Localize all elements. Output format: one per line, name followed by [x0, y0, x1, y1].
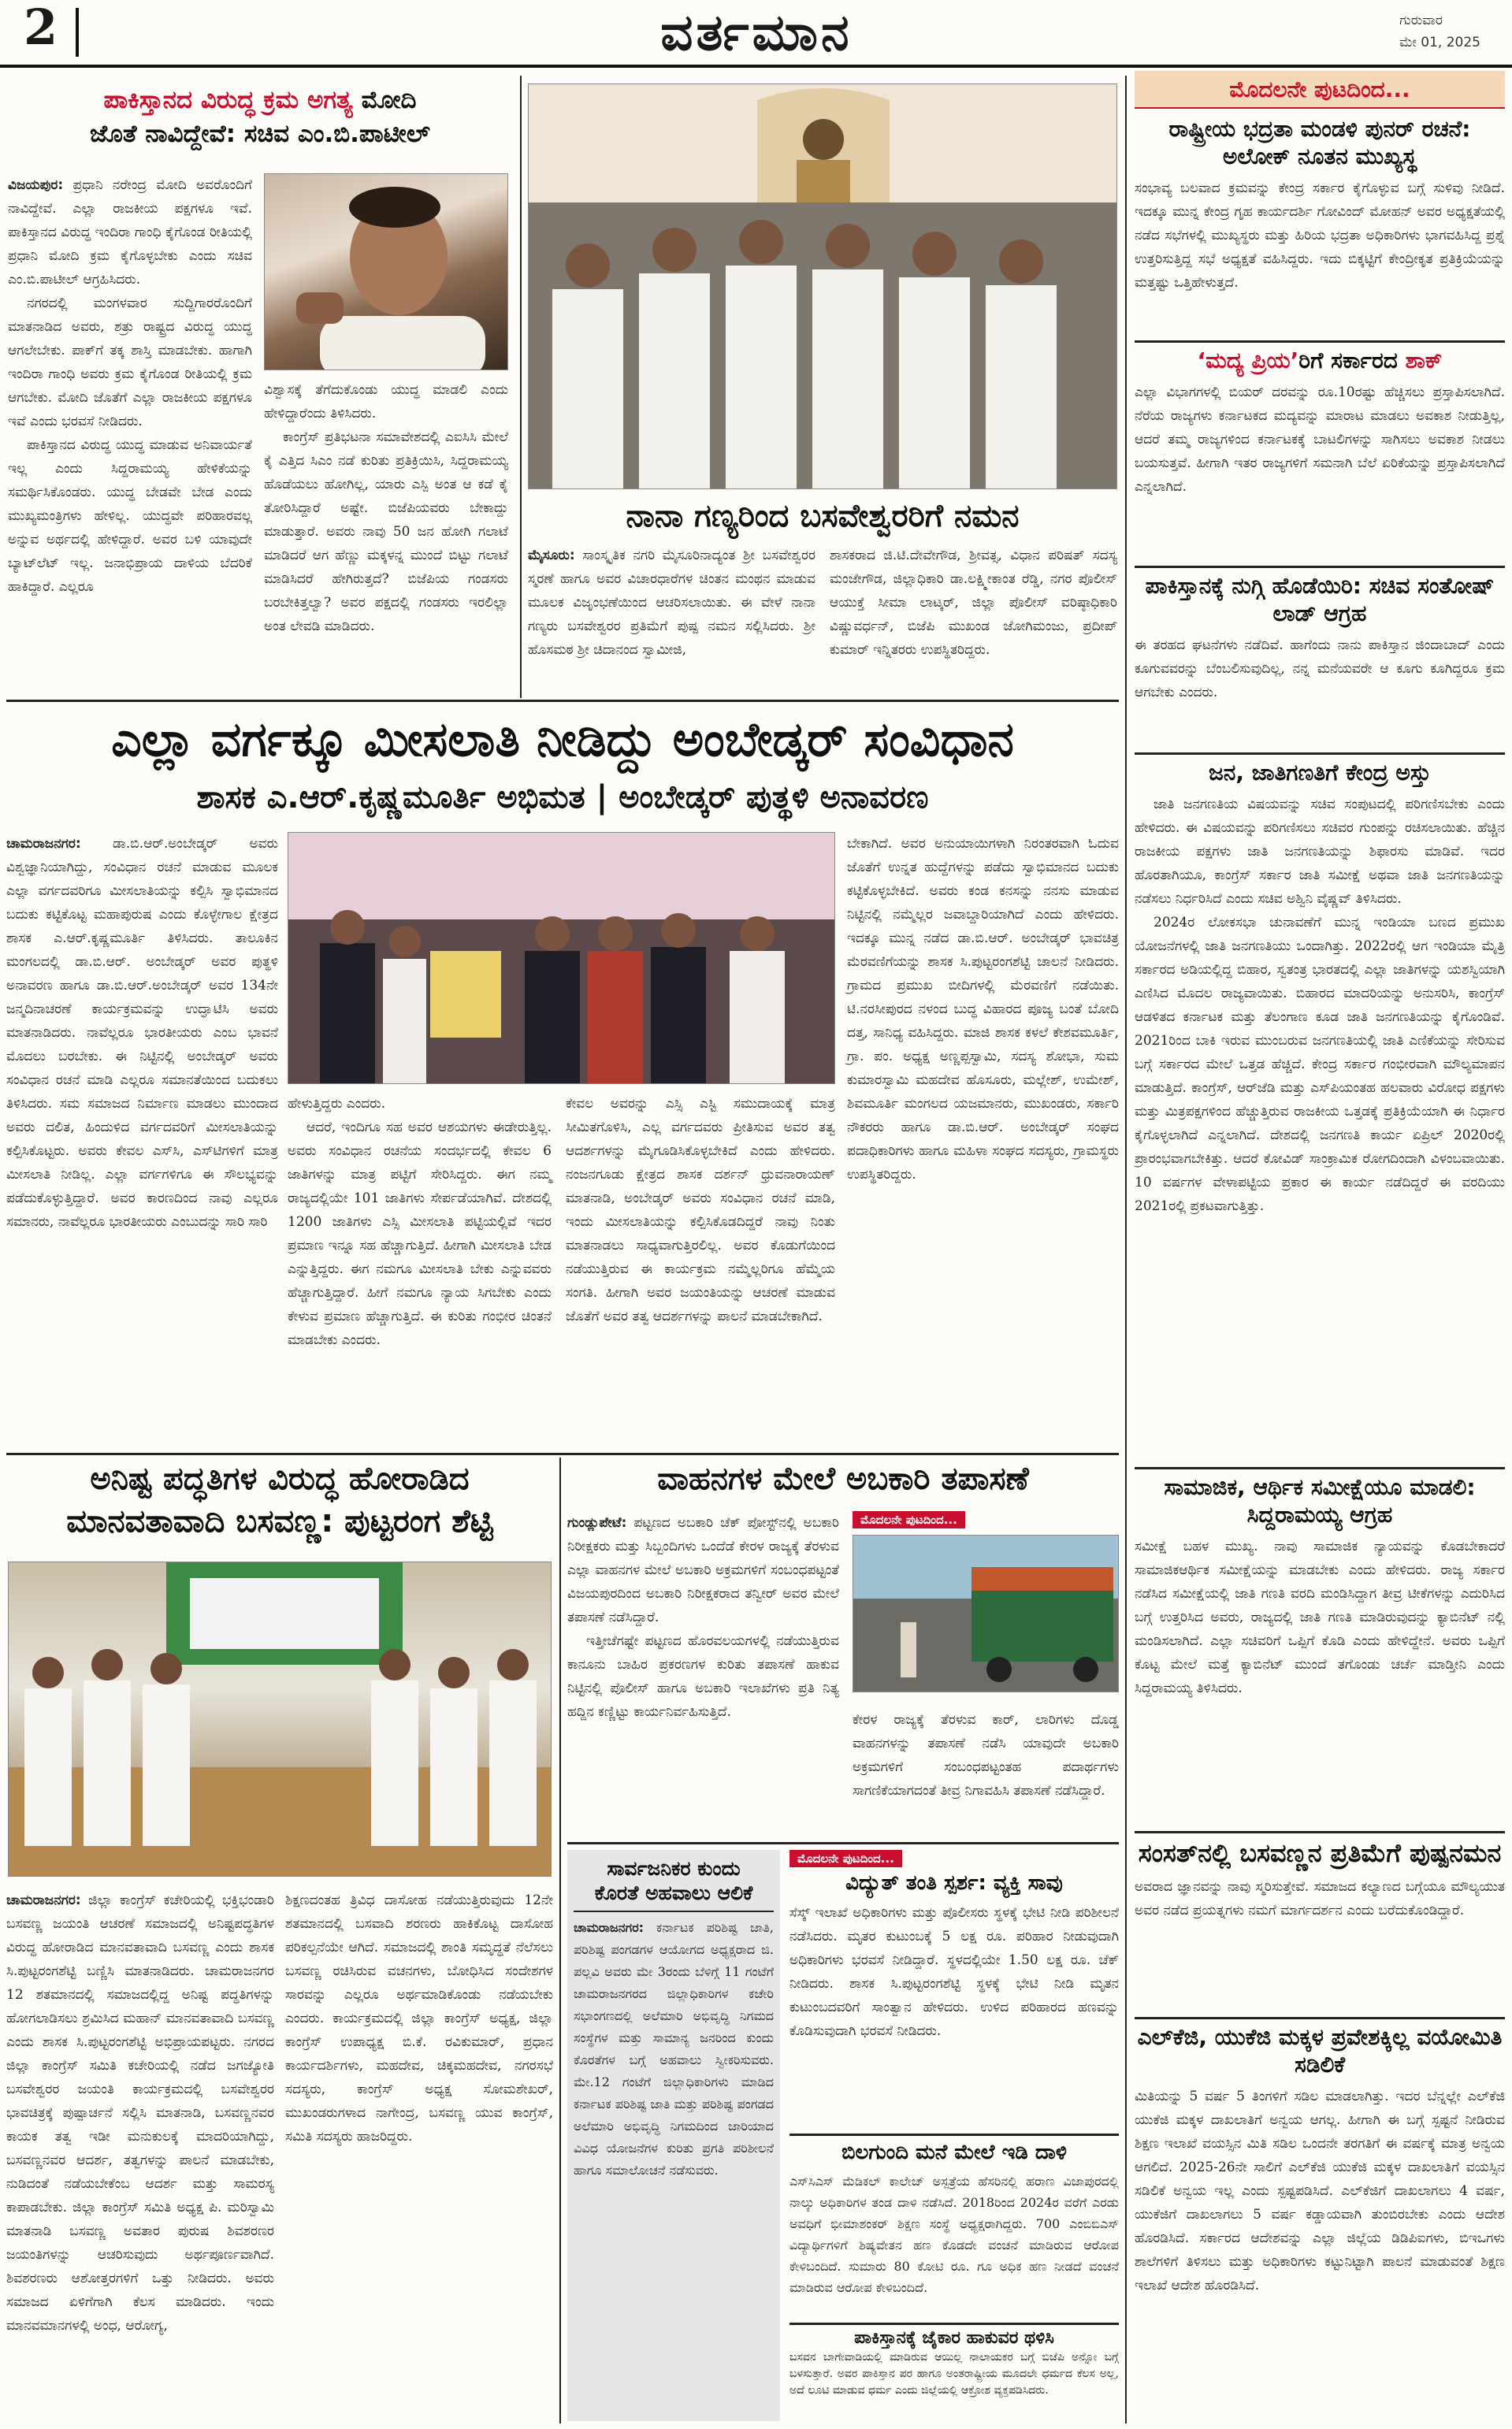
story-column [6, 1889, 274, 2338]
story-column [567, 1511, 839, 1724]
basaveshwara-event-photo [528, 84, 1117, 489]
story-divider [1135, 566, 1505, 568]
story-public-grievance [567, 1850, 780, 2421]
story-column [830, 544, 1117, 662]
story-headline [8, 79, 512, 116]
story-siddaramaiah [1135, 1473, 1505, 1700]
column-rule [520, 76, 522, 698]
story-paragraph: ಕಾಂಗ್ರೆಸ್ ಪ್ರತಿಭಟನಾ ಸಮಾವೇಶದಲ್ಲಿ ಎಐಸಿಸಿ ಮೇಲೆ ಕೈ ಎತ್ತಿದ ಸಿಎಂ ನಡೆ ಕುರಿತು ಪ್ರತಿಕ್ರಿಯಿಸಿ, ಸಿದ್ದರಾಮಯ್ಯ ಹೊಡೆಯಲು ಹೋಗಿಲ್ಲ, ಯಾರು ಎಸ್ಪಿ ಅಂತ ಆ ಕಡೆ ಕೈ ತೋರಿಸಿದ್ದಾರೆ ಅಷ್ಟೇ. ಬಿಜೆಪಿಯವರು ಬೇಕಾದ್ದು ಮಾಡುತ್ತಾರೆ. ಅವರು ನಾವು 50 ಜನ ಹೋಗಿ ಗಲಾಟೆ ಮಾಡಿದರೆ ಆಗ ಹೆಣ್ಣು ಮಕ್ಕಳನ್ನ ಮುಂದೆ ಬಿಟ್ಟು ಗಲಾಟೆ ಮಾಡಿಸಿದರೆ ಹೇಗಿರುತ್ತದೆ? ಬಿಜೆಪಿಯ ಗಂಡಸರು ಬರಬೇಕಿತ್ತಲ್ವಾ? ಅವರ ಪಕ್ಷದಲ್ಲಿ ಗಂಡಸರು ಇರಲಿಲ್ಲಾ ಅಂತ ಲೇವಡಿ ಮಾಡಿದರು. [264, 429, 508, 634]
story-divider [6, 700, 1119, 702]
story-headline: ಸಾಮಾಜಿಕ, ಆರ್ಥಿಕ ಸಮೀಕ್ಷೆಯೂ ಮಾಡಲಿ: ಸಿದ್ದರಾಮಯ್ಯ ಆಗ್ರಹ [1164, 1474, 1476, 1528]
paragraph-text: ಡಾ.ಬಿ.ಆರ್.ಅಂಬೇಡ್ಕರ್ ಅವರು ವಿಶ್ವಜ್ಞಾನಿಯಾಗಿದ್ದು, ಸಂವಿಧಾನ ರಚನೆ ಮಾಡುವ ಮೂಲಕ ಎಲ್ಲಾ ವರ್ಗದವರಿಗೂ ಮೀಸಲಾತಿಯನ್ನು ಕಲ್ಪಿಸಿ ಸ್ವಾಭಿಮಾನದ ಬದುಕು ಕಟ್ಟಿಕೊಟ್ಟ ಮಹಾಪುರುಷ ಎಂದು ಕೊಳ್ಳೇಗಾಲ ಕ್ಷೇತ್ರದ ಶಾಸಕ ಎ.ಆರ್.ಕೃಷ್ಣಮೂರ್ತಿ ತಿಳಿಸಿದರು. ತಾಲೂಕಿನ ಮಂಗಲದಲ್ಲಿ ಡಾ.ಬಿ.ಆರ್. ಅಂಬೇಡ್ಕರ್ ಅವರ ಪುತ್ಥಳಿ ಅನಾವರಣ ಹಾಗೂ ಡಾ.ಬಿ.ಆರ್.ಅಂಬೇಡ್ಕರ್ ಅವರ 134ನೇ ಜನ್ಮದಿನಾಚರಣೆ ಕಾರ್ಯಕ್ರಮವನ್ನು ಉದ್ಘಾಟಿಸಿ ಅವರು ಮಾತನಾಡಿದರು. ನಾವೆಲ್ಲರೂ ಭಾರತೀಯರು ಎಂಬ ಭಾವನೆ ಮೊದಲು ಬರಬೇಕು. ಈ ನಿಟ್ಟಿನಲ್ಲಿ ಅಂಬೇಡ್ಕರ್ ಅವರು ಸಂವಿಧಾನ ರಚನೆ ಮಾಡಿ ಎಲ್ಲರೂ ಸಮಾನತೆಯಿಂದ ಬದುಕಲು ತಿಳಿಸಿದರು. ಸಮ ಸಮಾಜದ ನಿರ್ಮಾಣ ಮಾಡಲು ಮುಂದಾದ ಅವರು ದಲಿತ, ಹಿಂದುಳಿದ ವರ್ಗದವರಿಗೆ ಮೀಸಲಾತಿಯನ್ನು ಕಲ್ಪಿಸಿಕೊಟ್ಟರು. ಅವರು ಕೇವಲ ಎಸ್‌ಸಿ, ಎಸ್‌ಟಿಗಳಿಗೆ ಮಾತ್ರ ಮೀಸಲಾತಿ ನೀಡಿಲ್ಲ. ಎಲ್ಲಾ ವರ್ಗಗಳಿಗೂ ಈ ಸೌಲಭ್ಯವನ್ನು ಪಡೆದುಕೊಳ್ಳುತ್ತಿದ್ದಾರೆ. ಅವರ ಕಾರಣದಿಂದ ನಾವು ಎಲ್ಲರೂ ಸಮಾನರು, ನಾವೆಲ್ಲರೂ ಭಾರತೀಯರು ಎಂಬುದನ್ನು ಸಾರಿ ಸಾರಿ [6, 836, 278, 1230]
paragraph-text: ಪಟ್ಟಣದ ಅಬಕಾರಿ ಚೆಕ್ ಪೋಸ್ಟ್‌ನಲ್ಲಿ ಅಬಕಾರಿ ನಿರೀಕ್ಷಕರು ಮತ್ತು ಸಿಬ್ಬಂದಿಗಳು ಒಂದೆಡೆ ಕೇರಳ ರಾಜ್ಯಕ್ಕೆ ತೆರಳುವ ಎಲ್ಲಾ ವಾಹನಗಳ ಮೇಲೆ ಅಬಕಾರಿ ಅಕ್ರಮಗಳಿಗೆ ಸಂಬಂಧಪಟ್ಟಂತೆ ವಿಜಯಪುರದಿಂದ ಅಬಕಾರಿ ನಿರೀಕ್ಷಕರಾದ ತನ್ವೀರ್ ಅವರ ಮೇಲೆ ತಪಾಸಣೆ ನಡೆಸಿದ್ದಾರೆ. [567, 1515, 840, 1625]
dateline: ವಿಜಯಪುರ: [8, 177, 64, 193]
crowd-illustration [529, 84, 1117, 489]
story-paragraph: ಕೇರಳ ರಾಜ್ಯಕ್ಕೆ ತೆರಳುವ ಕಾರ್, ಲಾರಿಗಳು ದೊಡ್ಡ ವಾಹನಗಳನ್ನು ತಪಾಸಣೆ ನಡೆಸಿ ಯಾವುದೇ ಅಬಕಾರಿ ಅಕ್ರಮಗಳಿಗೆ ಸಂಬಂಧಪಟ್ಟಂತಹ ಪದಾರ್ಥಗಳು ಸಾಗಣಿಕೆಯಾಗದಂತೆ ತೀವ್ರ ನಿಗಾವಹಿಸಿ ತಪಾಸಣೆ ನಡೆಸಿದ್ದಾರೆ. [853, 1712, 1119, 1799]
story-column [567, 1708, 1119, 1803]
story-column [288, 1092, 552, 1352]
story-subheadline: ಶಾಸಕ ಎ.ಆರ್.ಕೃಷ್ಣಮೂರ್ತಿ ಅಭಿಮತ | ಅಂಬೇಡ್ಕರ್ ಪುತ್ಥಳಿ ಅನಾವರಣ [196, 779, 929, 815]
portrait-illustration [265, 174, 508, 370]
column-rule [559, 1458, 561, 2423]
story-paragraph: ಅವರಾದ ಜ್ಞಾನವನ್ನು ನಾವು ಸ್ಮರಿಸುತ್ತೇವೆ. ಸಮಾಜದ ಕಲ್ಯಾಣದ ಬಗ್ಗೆಯೂ ಮೌಲ್ಯಯುತ ಅವರ ನಡೆದ ಪ್ರಯತ್ನಗಳು ನಮಗೆ ಮಾರ್ಗದರ್ಶನ ಎಂದು ಬರೆದುಕೊಂಡಿದ್ದಾರೆ. [1135, 1879, 1505, 1918]
story-headline: ಪಾಕಿಸ್ತಾನಕ್ಕೆ ಜೈಕಾರ ಹಾಕುವರ ಥಳಿಸಿ [854, 2328, 1054, 2348]
story-divider [567, 1842, 1119, 1844]
story-lkg [1135, 2023, 1505, 2297]
from-front-page-banner: ಮೊದಲನೇ ಪುಟದಿಂದ... [1135, 71, 1505, 109]
story-column [264, 378, 508, 638]
story-headline: ಎಲ್ಲಾ ವರ್ಗಕ್ಕೂ ಮೀಸಲಾತಿ ನೀಡಿದ್ದು ಅಂಬೇಡ್ಕರ್ ಸಂವಿಧಾನ [111, 712, 1014, 767]
story-headline: ನಾನಾ ಗಣ್ಯರಿಂದ ಬಸವೇಶ್ವರರಿಗೆ ನಮನ [626, 498, 1020, 534]
paragraph-text: ಪ್ರಧಾನಿ ನರೇಂದ್ರ ಮೋದಿ ಅವರೊಂದಿಗೆ ನಾವಿದ್ದೇವೆ. ಎಲ್ಲಾ ರಾಜಕೀಯ ಪಕ್ಷಗಳೂ ಇವೆ. ಪಾಕಿಸ್ತಾನದ ವಿರುದ್ಧ ಇಂದಿರಾ ಗಾಂಧಿ ಕೈಗೊಂಡ ರೀತಿಯಲ್ಲಿ ಪ್ರಧಾನಿ ಮೋದಿ ಕ್ರಮ ಕೈಗೊಳ್ಳಬೇಕು ಎಂದು ಸಚಿವ ಎಂ.ಬಿ.ಪಾಟೀಲ್ ಆಗ್ರಹಿಸಿದರು. [8, 177, 252, 288]
story-parliament [1135, 1837, 1505, 1922]
story-headline: ಬಿಲಗುಂದಿ ಮನೆ ಮೇಲೆ ಇಡಿ ದಾಳಿ [841, 2141, 1067, 2164]
patil-portrait-photo [264, 173, 508, 370]
story-paragraph [6, 832, 278, 1234]
dateline: ಚಾಮರಾಜನಗರ: [6, 836, 81, 852]
story-paragraph: ಇತ್ತೀಚೆಗಷ್ಟೇ ಪಟ್ಟಣದ ಹೊರವಲಯಗಳಲ್ಲಿ ನಡೆಯುತ್ತಿರುವ ಕಾನೂನು ಬಾಹಿರ ಪ್ರಕರಣಗಳ ಕುರಿತು ತಪಾಸಣೆ ಹಾಕುವ ನಿಟ್ಟಿನಲ್ಲಿ ಪೊಲೀಸ್ ಹಾಗೂ ಅಬಕಾರಿ ಇಲಾಖೆಗಳು ಪ್ರತಿ ನಿತ್ಯ ಹದ್ದಿನ ಕಣ್ಣಿಟ್ಟು ಕಾರ್ಯನಿರ್ವಹಿಸುತ್ತಿದೆ. [567, 1633, 839, 1720]
checkpost-truck-photo [853, 1535, 1119, 1692]
story-column [566, 1092, 835, 1328]
story-paragraph: ಕೇವಲ ಅವರನ್ನು ಎಸ್ಸಿ ಎಸ್ಟಿ ಸಮುದಾಯಕ್ಕೆ ಮಾತ್ರ ಸೀಮಿತಗೊಳಿಸಿ, ಎಲ್ಲ ವರ್ಗದವರು ಪ್ರೀತಿಸುವ ಅವರ ತತ್ವ ಆದರ್ಶಗಳನ್ನು ಮೈಗೂಡಿಸಿಕೊಳ್ಳಬೇಕಿದೆ ಎಂದು ಹೇಳಿದರು. ನಂಜನಗೂಡು ಕ್ಷೇತ್ರದ ಶಾಸಕ ದರ್ಶನ್ ಧ್ರುವನಾರಾಯಣ್ ಮಾತನಾಡಿ, ಅಂಬೇಡ್ಕರ್ ಅವರು ಸಂವಿಧಾನ ರಚನೆ ಮಾಡಿ, ಇಂದು ಮೀಸಲಾತಿಯನ್ನು ಕಲ್ಪಿಸಿಕೊಡದಿದ್ದರೆ ನಾವು ನಿಂತು ಮಾತನಾಡಲು ಸಾಧ್ಯವಾಗುತ್ತಿರಲಿಲ್ಲ. ಅವರ ಕೊಡುಗೆಯಿಂದ ನಡೆಯುತ್ತಿರುವ ಈ ಕಾರ್ಯಕ್ರಮ ನಮ್ಮೆಲ್ಲರಿಗೂ ಹೆಮ್ಮೆಯ ಸಂಗತಿ. ಹೀಗಾಗಿ ಅವರ ಜಯಂತಿಯನ್ನು ಆಚರಣೆ ಮಾಡುವ ಜೊತೆಗೆ ಅವರ ತತ್ವ ಆದರ್ಶಗಳನ್ನು ಪಾಲನೆ ಮಾಡಬೇಕಾಗಿದೆ. [566, 1096, 835, 1324]
masthead [0, 0, 1512, 68]
story-paragraph: ಸಂಭಾವ್ಯ ಬಲವಾದ ಕ್ರಮವನ್ನು ಕೇಂದ್ರ ಸರ್ಕಾರ ಕೈಗೊಳ್ಳುವ ಬಗ್ಗೆ ಸುಳಿವು ನೀಡಿದೆ. ಇದಕ್ಕೂ ಮುನ್ನ ಕೇಂದ್ರ ಗೃಹ ಕಾರ್ಯದರ್ಶಿ ಗೋವಿಂದ್ ಮೋಹನ್ ಅವರ ಅಧ್ಯಕ್ಷತೆಯಲ್ಲಿ ನಡೆದ ಸಭೆಗಳಲ್ಲಿ ಮುಖ್ಯಸ್ಥರು ಮತ್ತು ಹಿರಿಯ ಭದ್ರತಾ ಅಧಿಕಾರಿಗಳು ಭಾಗವಹಿಸಿದ್ದ ಪ್ರಶ್ನೆ ಉತ್ತರಿಸುತ್ತಿದ್ದ ಸಭೆ ಅಧ್ಯಕ್ಷತೆ ವಹಿಸಿದ್ದರು. ಇದು ಬಿಕ್ಕಟ್ಟಿಗೆ ಕೇಂದ್ರೀಕೃತ ಪ್ರತಿಕ್ರಿಯೆಯನ್ನು ಮತ್ತಷ್ಟು ಒತ್ತಿಹೇಳುತ್ತದೆ. [1135, 180, 1505, 291]
story-paragraph: ಆದರೆ, ಇಂದಿಗೂ ಸಹ ಅವರ ಆಶಯಗಳು ಈಡೇರುತ್ತಿಲ್ಲ. ಅವರು ಸಂವಿಧಾನ ರಚನೆಯ ಸಂದರ್ಭದಲ್ಲಿ ಕೇವಲ 6 ಜಾತಿಗಳನ್ನು ಮಾತ್ರ ಪಟ್ಟಿಗೆ ಸೇರಿಸಿದ್ದರು. ಈಗ ನಮ್ಮ ರಾಜ್ಯದಲ್ಲಿಯೇ 101 ಜಾತಿಗಳು ಸೇರ್ಪಡೆಯಾಗಿವೆ. ದೇಶದಲ್ಲಿ 1200 ಜಾತಿಗಳು ಎಸ್ಸಿ ಮೀಸಲಾತಿ ಪಟ್ಟಿಯಲ್ಲಿವೆ ಇದರ ಪ್ರಮಾಣ ಇನ್ನೂ ಸಹ ಹೆಚ್ಚಾಗುತ್ತಿದೆ. ಹೀಗಾಗಿ ಮೀಸಲಾತಿ ಬೇಡ ಎನ್ನುತ್ತಿದ್ದರು. ಈಗ ನಮಗೂ ಮೀಸಲಾತಿ ಬೇಕು ಎನ್ನುವವರು ಹೆಚ್ಚಾಗುತ್ತಿದ್ದಾರೆ. ಹೀಗೆ ನಮಗೂ ನ್ಯಾಯ ಸಿಗಬೇಕು ಎಂದು ಕೇಳುವ ಪ್ರಮಾಣ ಹೆಚ್ಚಾಗುತ್ತಿದೆ. ಈ ಕುರಿತು ಗಂಭೀರ ಚಿಂತನೆ ಮಾಡಬೇಕು ಎಂದರು. [288, 1120, 552, 1348]
story-paragraph: ಪಾಕಿಸ್ತಾನದ ವಿರುದ್ಧ ಯುದ್ಧ ಮಾಡುವ ಅನಿವಾರ್ಯತೆ ಇಲ್ಲ ಎಂದು ಸಿದ್ದರಾಮಯ್ಯ ಹೇಳಿಕೆಯನ್ನು ಸಮರ್ಥಿಸಿಕೊಂಡರು. ಯುದ್ಧ ಬೇಡವೇ ಬೇಡ ಎಂದು ಮುಖ್ಯಮಂತ್ರಿಗಳು ಹೇಳಿಲ್ಲ. ಯುದ್ಧವೇ ಪರಿಹಾರವಲ್ಲ ಅನ್ನುವ ಅರ್ಥದಲ್ಲಿ ಹೇಳಿದ್ದಾರೆ. ಅವರ ಬಳಿ ಯಾವುದೇ ಬ್ಯಾಟ್‌ಲೆಟ್ ಇಲ್ಲ. ಜನಾಭಿಪ್ರಾಯ ದಾಳಿಯ ಬೆದರಿಕೆ ಹಾಕಿದ್ದಾರೆ. ಎಲ್ಲರೂ [8, 437, 252, 595]
story-paragraph: ನಗರದಲ್ಲಿ ಮಂಗಳವಾರ ಸುದ್ದಿಗಾರರೊಂದಿಗೆ ಮಾತನಾಡಿದ ಅವರು, ಶತ್ರು ರಾಷ್ಟ್ರದ ವಿರುದ್ಧ ಯುದ್ಧ ಆಗಲೇಬೇಕು. ಪಾಕ್‌ಗೆ ತಕ್ಕ ಶಾಸ್ತಿ ಮಾಡಬೇಕು. ಹಾಗಾಗಿ ಇಂದಿರಾ ಗಾಂಧಿ ಅವರು ಕ್ರಮ ಕೈಗೊಂಡ ರೀತಿಯಲ್ಲಿ ಕ್ರಮ ಆಗಬೇಕು. ಮೋದಿ ಜೊತೆಗೆ ಎಲ್ಲಾ ರಾಜಕೀಯ ಪಕ್ಷಗಳೂ ಇವೆ ಎಂದು ಭರವಸೆ ನೀಡಿದರು. [8, 295, 252, 429]
dateline: ಗುಂಡ್ಲುಪೇಟೆ: [567, 1515, 627, 1531]
story-ambedkar [6, 706, 1119, 1447]
story-headline-line2: ಮಾನವತಾವಾದಿ ಬಸವಣ್ಣ: ಪುಟ್ಟರಂಗ ಶೆಟ್ಟಿ [66, 1503, 493, 1539]
stage-illustration [288, 833, 835, 1084]
headline-red-part: ಶಾಕ್ [1405, 347, 1443, 373]
story-headline: ಸಂಸತ್‌ನಲ್ಲಿ ಬಸವಣ್ಣನ ಪ್ರತಿಮೆಗೆ ಪುಷ್ಪನಮನ [1138, 1838, 1502, 1868]
story-census [1135, 759, 1505, 1218]
dateline: ಮೈಸೂರು: [528, 548, 575, 563]
story-paragraph [8, 173, 252, 292]
headline-black-part: ರಿಗೆ ಸರ್ಕಾರದ [1298, 347, 1398, 373]
story-shock [789, 1850, 1119, 2043]
story-basaveshwara [528, 79, 1117, 693]
story-column [528, 544, 815, 662]
story-paragraph: ಹೇಳುತ್ತಿದ್ದರು ಎಂದರು. [288, 1096, 386, 1112]
story-divider [1135, 752, 1505, 755]
weekday: ಗುರುವಾರ [1399, 13, 1443, 28]
issue-date: ಮೇ 01, 2025 [1399, 35, 1480, 50]
story-paragraph: ಬೇಕಾಗಿದೆ. ಅವರ ಅನುಯಾಯಿಗಳಾಗಿ ನಿರಂತರವಾಗಿ ಓದುವ ಜೊತೆಗೆ ಉನ್ನತ ಹುದ್ದೆಗಳನ್ನು ಪಡೆದು ಸ್ವಾಭಿಮಾನದ ಬದುಕು ಕಟ್ಟಿಕೊಳ್ಳಬೇಕಿದೆ. ಅವರು ಕಂಡ ಕನಸನ್ನು ನನಸು ಮಾಡುವ ನಿಟ್ಟಿನಲ್ಲಿ ನಮ್ಮೆಲ್ಲರ ಜವಾಬ್ದಾರಿಯಾಗಿದೆ ಎಂದು ಹೇಳಿದರು. ಇದಕ್ಕೂ ಮುನ್ನ ನಡೆದ ಡಾ.ಬಿ.ಆರ್. ಅಂಬೇಡ್ಕರ್ ಭಾವಚಿತ್ರ ಮೆರವಣಿಗೆಯನ್ನು ಶಾಸಕ ಸಿ.ಪುಟ್ಟರಂಗಶೆಟ್ಟಿ ಚಾಲನೆ ನೀಡಿದರು. ಗ್ರಾಮದ ಪ್ರಮುಖ ಬೀದಿಗಳಲ್ಲಿ ಮೆರವಣಿಗೆ ನಡೆಯಿತು. ಟಿ.ನರಸೀಪುರದ ನಳಂದ ಬುದ್ಧ ವಿಹಾರದ ಪೂಜ್ಯ ಬಂತೆ ಬೋದಿ ದತ್ತ, ಸಾನಿಧ್ಯ ವಹಿಸಿದ್ದರು. ಮಾಜಿ ಶಾಸಕ ಕಳಲೆ ಕೇಶವಮೂರ್ತಿ, ಗ್ರಾ. ಪಂ. ಅಧ್ಯಕ್ಷ ಅಣ್ಣಪ್ಪಸ್ವಾಮಿ, ಸದಸ್ಯ ಶೋಭಾ, ಸುಮ ಕುಮಾರಸ್ವಾಮಿ ಮಹದೇವ ಹೊಸೂರು, ಮಲ್ಲೇಶ್, ಉಮೇಶ್, ಶಿವಮೂರ್ತಿ ಮಂಗಲದ ಯಜಮಾನರು, ಮುಖಂಡರು, ಸರ್ಕಾರಿ ನೌಕರರು ಹಾಗೂ ಡಾ.ಬಿ.ಆರ್. ಅಂಬೇಡ್ಕರ್ ಸಂಘದ ಪದಾಧಿಕಾರಿಗಳು ಹಾಗೂ ಮಹಿಳಾ ಸಂಘದ ಸದಸ್ಯರು, ಗ್ರಾಮಸ್ಥರು ಉಪಸ್ಥಿತರಿದ್ದರು. [847, 836, 1119, 1183]
dateline: ಚಾಮರಾಜನಗರ: [6, 1892, 81, 1908]
story-paragraph [6, 1889, 274, 2338]
story-divider [789, 2134, 1119, 2136]
date-box [1399, 9, 1480, 54]
story-paragraph [574, 1917, 774, 2182]
story-headline: ಅನಿಷ್ಟ ಪದ್ಧತಿಗಳ ವಿರುದ್ಧ ಹೋರಾಡಿದ [90, 1461, 470, 1497]
from-front-page-tag: ಮೊದಲನೇ ಪುಟದಿಂದ... [853, 1511, 965, 1528]
headline-black-part: ಮೋದಿ [361, 86, 417, 114]
story-paragraph: 2024ರ ಲೋಕಸಭಾ ಚುನಾವಣೆಗೆ ಮುನ್ನ ಇಂಡಿಯಾ ಬಣದ ಪ್ರಮುಖ ಯೋಜನೆಗಳಲ್ಲಿ ಜಾತಿ ಜನಗಣತಿಯು ಒಂದಾಗಿತ್ತು. 2022ರಲ್ಲಿ ಆಗ ಇಂಡಿಯಾ ಮೈತ್ರಿ ಸರ್ಕಾರದ ಅಡಿಯಲ್ಲಿದ್ದ ಬಿಹಾರ, ಸ್ವತಂತ್ರ ಭಾರತದಲ್ಲಿ ಎಲ್ಲಾ ಜಾತಿಗಳನ್ನು ಯಶಸ್ವಿಯಾಗಿ ಎಣಿಸಿದ ಮೊದಲ ರಾಜ್ಯವಾಯಿತು. ಬಿಹಾರದ ಮಾದರಿಯನ್ನು ಅನುಸರಿಸಿ, ಕಾಂಗ್ರೆಸ್ ಆಡಳಿತದ ಕರ್ನಾಟಕ ಮತ್ತು ತೆಲಂಗಾಣ ಕೂಡ ಜಾತಿ ಜನಗಣತಿಯನ್ನು ಕೈಗೊಂಡಿವೆ. 2021ರಿಂದ ಬಾಕಿ ಇರುವ ಮುಂಬರುವ ಜನಗಣತಿಯಲ್ಲಿ ಜಾತಿ ಎಣಿಕೆಯನ್ನು ಸೇರಿಸುವ ಬಗ್ಗೆ ಸರ್ಕಾರದ ಮೇಲೆ ಒತ್ತಡ ಹೆಚ್ಚಿದೆ. ಕೇಂದ್ರ ಸರ್ಕಾರ ಗಂಭೀರವಾಗಿ ಮೌಲ್ಯಮಾಪನ ಮಾಡುತ್ತಿದೆ. ಕಾಂಗ್ರೆಸ್, ಆರ್‌ಜೆಡಿ ಮತ್ತು ಎಸ್‌ಪಿಯಂತಹ ಹಲವಾರು ವಿರೋಧ ಪಕ್ಷಗಳು ಮತ್ತು ಮಿತ್ರಪಕ್ಷಗಳಿಂದ ಹೆಚ್ಚುತ್ತಿರುವ ರಾಜಕೀಯ ಒತ್ತಡಕ್ಕೆ ಪ್ರತಿಕ್ರಿಯೆಯಾಗಿ ಈ ನಿರ್ಧಾರ ಕೈಗೊಳ್ಳಲಾಗಿದೆ ಎನ್ನಲಾಗಿದೆ. ದೇಶದಲ್ಲಿ ಜನಗಣತಿ ಕಾರ್ಯ ಏಪ್ರಿಲ್ 2020ರಲ್ಲಿ ಪ್ರಾರಂಭವಾಗಬೇಕಿತ್ತು. ಆದರೆ ಕೋವಿಡ್ ಸಾಂಕ್ರಾಮಿಕ ರೋಗದಿಂದಾಗಿ ವಿಳಂಬವಾಯಿತು. 10 ವರ್ಷಗಳ ವೇಳಾಪಟ್ಟಿಯ ಪ್ರಕಾರ ಈ ಕಾರ್ಯ ನಡೆದಿದ್ದರೆ ಈ ವರದಿಯು 2021ರಲ್ಲಿ ಪ್ರಕಟವಾಗುತ್ತಿತ್ತು. [1135, 915, 1505, 1214]
story-headline: ಪಾಕಿಸ್ತಾನಕ್ಕೆ ನುಗ್ಗಿ ಹೊಡೆಯಿರಿ: ಸಚಿವ ಸಂತೋಷ್ ಲಾಡ್ ಆಗ್ರಹ [1145, 573, 1495, 626]
story-headline-line2: ಕೊರತೆ ಅಹವಾಲು ಆಲಿಕೆ [574, 1881, 774, 1911]
story-paragraph: ಸೆಸ್ಕ್ ಇಲಾಖೆ ಅಧಿಕಾರಿಗಳು ಮತ್ತು ಪೊಲೀಸರು ಸ್ಥಳಕ್ಕೆ ಭೇಟಿ ನೀಡಿ ಪರಿಶೀಲನೆ ನಡೆಸಿದರು. ಮೃತರ ಕುಟುಂಬಕ್ಕೆ 5 ಲಕ್ಷ ರೂ. ಪರಿಹಾರ ನೀಡುವುದಾಗಿ ಅಧಿಕಾರಿಗಳು ಭರವಸೆ ನೀಡಿದ್ದಾರೆ. ಸ್ಥಳದಲ್ಲಿಯೇ 1.50 ಲಕ್ಷ ರೂ. ಚೆಕ್ ನೀಡಿದರು. ಶಾಸಕ ಸಿ.ಪುಟ್ಟರಂಗಶೆಟ್ಟಿ ಸ್ಥಳಕ್ಕೆ ಭೇಟಿ ನೀಡಿ ಮೃತನ ಕುಟುಂಬದವರಿಗೆ ಸಾಂತ್ವಾನ ಹೇಳಿದರು. ಉಳಿದ ಪರಿಹಾರದ ಹಣವನ್ನು ಕೊಡಿಸುವುದಾಗಿ ಭರವಸೆ ನೀಡಿದರು. [789, 1904, 1119, 2039]
page-number-divider [76, 8, 79, 57]
story-excise [567, 1459, 1119, 1799]
basavanna-event-photo [8, 1562, 552, 1877]
paragraph-text: ಜಿಲ್ಲಾ ಕಾಂಗ್ರೆಸ್ ಕಚೇರಿಯಲ್ಲಿ ಭಕ್ತಿಭಂಡಾರಿ ಬಸವಣ್ಣ ಜಯಂತಿ ಆಚರಣೆ ಸಮಾಜದಲ್ಲಿ ಅನಿಷ್ಟಪದ್ಧತಿಗಳ ವಿರುದ್ಧ ಹೋರಾಡಿದ ಮಾನವತಾವಾದಿ ಬಸವಣ್ಣ ಎಂದು ಶಾಸಕ ಸಿ.ಪುಟ್ಟರಂಗಶೆಟ್ಟಿ ಬಣ್ಣಿಸಿ ಮಾತನಾಡಿದರು. ಚಾಮರಾಜನಗರ 12 ಶತಮಾನದಲ್ಲಿ ಸಮಾಜದಲ್ಲಿದ್ದ ಅನಿಷ್ಟ ಪದ್ಧತಿಗಳನ್ನು ಹೋಗಲಾಡಿಸಲು ಶ್ರಮಿಸಿದ ಮಹಾನ್ ಮಾನವತಾವಾದಿ ಬಸವಣ್ಣ ಎಂದು ಶಾಸಕ ಸಿ.ಪುಟ್ಟರಂಗಶೆಟ್ಟಿ ಅಭಿಪ್ರಾಯಪಟ್ಟರು. ನಗರದ ಜಿಲ್ಲಾ ಕಾಂಗ್ರೆಸ್ ಸಮಿತಿ ಕಚೇರಿಯಲ್ಲಿ ನಡೆದ ಜಗಜ್ಯೋತಿ ಬಸವೇಶ್ವರರ ಜಯಂತಿ ಕಾರ್ಯಕ್ರಮದಲ್ಲಿ ಬಸವೇಶ್ವರರ ಭಾವಚಿತ್ರಕ್ಕೆ ಪುಷ್ಪಾರ್ಚನೆ ಸಲ್ಲಿಸಿ ಮಾತನಾಡಿ, ಬಸವಣ್ಣನವರ ಕಾಯಕ ತತ್ವ ಇಡೀ ಮನುಕುಲಕ್ಕೆ ಮಾದರಿಯಾಗಿದ್ದು, ಬಸವಣ್ಣನವರ ಆದರ್ಶ, ತತ್ವಗಳನ್ನು ಪಾಲನೆ ಮಾಡಬೇಕು, ನುಡಿದಂತೆ ನಡೆಯಬೇಕೆಂಬ ಆದರ್ಶ ಮತ್ತು ಸಾಮರಸ್ಯ ಕಾಪಾಡಬೇಕು. ಜಿಲ್ಲಾ ಕಾಂಗ್ರೆಸ್ ಸಮಿತಿ ಅಧ್ಯಕ್ಷ ಪಿ. ಮರಿಸ್ವಾಮಿ ಮಾತನಾಡಿ ಬಸವಣ್ಣ ಅವತಾರ ಪುರುಷ ಶಿವಶರಣರ ಜಯಂತಿಗಳನ್ನು ಆಚರಿಸುವುದು ಅರ್ಥಪೂರ್ಣವಾಗಿದೆ. ಶಿವಶರಣರು ಆಶೋತ್ತರಗಳಿಗೆ ಒತ್ತು ನೀಡಿದರು. ಅವರು ಸಮಾಜದ ಏಳಿಗೆಗಾಗಿ ಕೆಲಸ ಮಾಡಿದರು. ಇಂದು ಮಾನವಮಾನಗಳಲ್ಲಿ ಅಂಧ, ಆರೋಗ್ಯ, [6, 1892, 274, 2334]
story-headline-line2: ಜೊತೆ ನಾವಿದ್ದೇವೆ: ಸಚಿವ ಎಂ.ಬಿ.ಪಾಟೀಲ್ [90, 119, 430, 148]
headline-red-part: ‘ಮದ್ಯ ಪ್ರಿಯ’ [1197, 347, 1299, 373]
story-column [847, 832, 1119, 1187]
story-paragraph: ಶಿಕ್ಷಣದಂತಹ ತ್ರಿವಿಧ ದಾಸೋಹ ನಡೆಯುತ್ತಿರುವುದು 12ನೇ ಶತಮಾನದಲ್ಲಿ ಬಸವಾದಿ ಶರಣರು ಹಾಕಿಕೊಟ್ಟ ದಾಸೋಹ ಪರಿಕಲ್ಪನೆಯೇ ಆಗಿದೆ. ಸಮಾಜದಲ್ಲಿ ಶಾಂತಿ ಸಮೃದ್ಧತೆ ನೆಲೆಸಲು ಬಸವಣ್ಣ ರಚಿಸಿರುವ ವಚನಗಳು, ಬೋಧಿಸಿದ ಸಂದೇಶಗಳ ಸಾರವನ್ನು ಎಲ್ಲರೂ ಅರ್ಥಮಾಡಿಕೊಂಡು ನಡೆಯಬೇಕು ಎಂದರು. ಕಾರ್ಯಕ್ರಮದಲ್ಲಿ ಜಿಲ್ಲಾ ಕಾಂಗ್ರೆಸ್ ಅಧ್ಯಕ್ಷ, ಜಿಲ್ಲಾ ಕಾಂಗ್ರೆಸ್ ಉಪಾಧ್ಯಕ್ಷ ಬಿ.ಕೆ. ರವಿಕುಮಾರ್, ಪ್ರಧಾನ ಕಾರ್ಯದರ್ಶಿಗಳು, ಮಹದೇವ, ಚಿಕ್ಕಮಹದೇವ, ನಗರಸಭೆ ಸದಸ್ಯರು, ಕಾಂಗ್ರೆಸ್ ಅಧ್ಯಕ್ಷ ಸೋಮಶೇಖರ್, ಮುಖಂಡರುಗಳಾದ ನಾಗೇಂದ್ರ, ಬಸವಣ್ಣ ಯುವ ಕಾಂಗ್ರೆಸ್, ಸಮಿತಿ ಸದಸ್ಯರು ಹಾಜರಿದ್ದರು. [285, 1892, 553, 2145]
from-front-page-tag: ಮೊದಲನೇ ಪುಟದಿಂದ... [789, 1850, 902, 1867]
story-divider [789, 2323, 1119, 2325]
paragraph-text: ಸಾಂಸ್ಕೃತಿಕ ನಗರಿ ಮೈಸೂರಿನಾದ್ಯಂತ ಶ್ರೀ ಬಸವೇಶ್ವರರ ಸ್ಮರಣೆ ಹಾಗೂ ಅವರ ವಿಚಾರಧಾರೆಗಳ ಚಿಂತನ ಮಂಥನ ಮಾಡುವ ಮೂಲಕ ವಿಜೃಂಭಣೆಯಿಂದ ಆಚರಿಸಲಾಯಿತು. ಈ ವೇಳೆ ನಾನಾ ಗಣ್ಯರು ಬಸವೇಶ್ವರರ ಪ್ರತಿಮೆಗೆ ಪುಷ್ಪ ನಮನ ಸಲ್ಲಿಸಿದರು. ಶ್ರೀ ಹೊಸಮಠ ಶ್ರೀ ಚಿದಾನಂದ ಸ್ವಾಮೀಜಿ, [528, 548, 815, 658]
story-divider [6, 1453, 1119, 1455]
story-headline: ಸಾರ್ವಜನಿಕರ ಕುಂದು [607, 1857, 741, 1880]
story-side [853, 1511, 1119, 1692]
story-column [285, 1889, 553, 2149]
story-raid [789, 2140, 1119, 2298]
story-paragraph: ಜಾತಿ ಜನಗಣತಿಯ ವಿಷಯವನ್ನು ಸಚಿವ ಸಂಪುಟದಲ್ಲಿ ಪರಿಗಣಿಸಬೇಕು ಎಂದು ಹೇಳಿದರು. ಈ ವಿಷಯವನ್ನು ಪರಿಗಣಿಸಲು ಸಚಿವರ ಗುಂಪನ್ನು ರಚಿಸಲಾಯಿತು. ಹೆಚ್ಚಿನ ರಾಜಕೀಯ ಪಕ್ಷಗಳು ಜಾತಿ ಜನಗಣತಿಯನ್ನು ಶಿಫಾರಸು ಮಾಡಿವೆ. ಇದರ ಹೊರತಾಗಿಯೂ, ಕಾಂಗ್ರೆಸ್ ಸರ್ಕಾರ ಜಾತಿ ಸಮೀಕ್ಷೆ ಅಥವಾ ಜಾತಿ ಜನಗಣತಿಯನ್ನು ನಡೆಸಲು ನಿರ್ಧರಿಸಿದೆ ಎಂದು ಸಚಿವ ಅಶ್ವಿನಿ ವೈಷ್ಣವ್ ತಿಳಿಸಿದರು. [1135, 797, 1505, 907]
story-divider [1135, 2017, 1505, 2019]
story-divider [1135, 1831, 1505, 1833]
story-paragraph [528, 544, 815, 662]
story-patil [8, 79, 512, 693]
story-paragraph: ಎಲ್ಲಾ ವಿಭಾಗಗಳಲ್ಲಿ ಬಿಯರ್ ದರವನ್ನು ರೂ.10ರಷ್ಟು ಹೆಚ್ಚಿಸಲು ಪ್ರಸ್ತಾಪಿಸಲಾಗಿದೆ. ನೆರೆಯ ರಾಜ್ಯಗಳು ಕರ್ನಾಟಕದ ಮದ್ಯವನ್ನು ಮಾರಾಟ ಮಾಡಲು ಅವಕಾಶ ನೀಡುತ್ತಿಲ್ಲ, ಆದರೆ ತಮ್ಮ ರಾಜ್ಯಗಳಿಂದ ಕರ್ನಾಟಕಕ್ಕೆ ಬಾಟಲಿಗಳನ್ನು ಸಾಗಿಸಲು ಅವಕಾಶ ನೀಡಲು ಬಯಸುತ್ತವೆ. ಹೀಗಾಗಿ ಇತರ ರಾಜ್ಯಗಳಿಗೆ ಸಮನಾಗಿ ಬೆಲೆ ಏರಿಕೆಯನ್ನು ಪ್ರಸ್ತಾಪಿಸಲಾಗಿದೆ ಎನ್ನಲಾಗಿದೆ. [1135, 384, 1505, 495]
page-number: 2 [24, 0, 58, 56]
story-liquor [1135, 347, 1505, 499]
story-paragraph [567, 1511, 839, 1629]
story-paragraph: ಮಿತಿಯನ್ನು 5 ವರ್ಷ 5 ತಿಂಗಳಿಗೆ ಸಡಿಲ ಮಾಡಲಾಗಿತ್ತು. ಇದರ ಬೆನ್ನಲ್ಲೇ ಎಲ್‌ಕೆಜಿ ಯುಕೆಜಿ ಮಕ್ಕಳ ದಾಖಲಾತಿಗೆ ಅನ್ವಯ ಆಗಲ್ಲ. ಹೀಗಾಗಿ ಈ ಬಗ್ಗೆ ಸ್ಪಷ್ಟನೆ ನೀಡಿರುವ ಶಿಕ್ಷಣ ಇಲಾಖೆ ವಯಸ್ಸಿನ ಮಿತಿ ಸಡಿಲ ಒಂದನೇ ತರಗತಿಗೆ ಈ ವರ್ಷಕ್ಕೆ ಮಾತ್ರ ಅನ್ವಯ ಆಗಲಿದೆ. 2025-26ನೇ ಸಾಲಿಗೆ ಎಲ್‌ಕೆಜಿ ಯುಕೆಜಿ ಮಕ್ಕಳ ದಾಖಲಾತಿಗೆ ವಯಸ್ಸಿನ ಸಡಿಲಿಕೆ ಅನ್ವಯ ಇಲ್ಲ ಎಂದು ಸ್ಪಷ್ಟಪಡಿಸಿದೆ. ಎಲ್‌ಕೆಜಿಗೆ ದಾಖಲಾಗಲು 4 ವರ್ಷ, ಯುಕೆಜಿಗೆ ದಾಖಲಾಗಲು 5 ವರ್ಷ ಕಡ್ಡಾಯವಾಗಿ ತುಂಬಿರಬೇಕು ಎಂದು ಆದೇಶ ಹೊರಡಿಸಿದೆ. ಸರ್ಕಾರದ ಆದೇಶವನ್ನು ಎಲ್ಲಾ ಜಿಲ್ಲೆಯ ಡಿಡಿಪಿಐಗಳು, ಬಿಇಒಗಳು ಶಾಲೆಗಳಿಗೆ ತಿಳಿಸಲು ಮತ್ತು ಅಧಿಕಾರಿಗಳು ಕಟ್ಟುನಿಟ್ಟಾಗಿ ಪಾಲನೆ ಮಾಡುವಂತೆ ಶಿಕ್ಷಣ ಇಲಾಖೆ ಆದೇಶ ಹೊರಡಿಸಿದೆ. [1135, 2089, 1505, 2293]
story-headline: ವಿದ್ಯುತ್ ತಂತಿ ಸ್ಪರ್ಶ: ವ್ಯಕ್ತಿ ಸಾವು [845, 1871, 1063, 1895]
story-paragraph: ಸಮೀಕ್ಷೆ ಬಹಳ ಮುಖ್ಯ. ನಾವು ಸಾಮಾಜಿಕ ನ್ಯಾಯವನ್ನು ಕೊಡಬೇಕಾದರೆ ಸಾಮಾಜಿಕಆರ್ಥಿಕ ಸಮೀಕ್ಷೆಯನ್ನು ಮಾಡಬೇಕು ಎಂದು ಹೇಳಿದರು. ರಾಜ್ಯ ಸರ್ಕಾರ ನಡೆಸಿದ ಸಮೀಕ್ಷೆಯಲ್ಲಿ ಜಾತಿ ಗಣತಿ ವರದಿ ಮಂಡಿಸಿದ್ದಾಗ ತೀವ್ರ ಟೀಕೆಗಳನ್ನು ಎದುರಿಸಿದ ಬಗ್ಗೆ ಉತ್ತರಿಸಿದ ಅವರು, ರಾಜ್ಯದಲ್ಲಿ ಜಾತಿ ಗಣತಿ ಮಾಡಿರುವುದನ್ನು ಕ್ಯಾಬಿನೆಟ್ ನಲ್ಲಿ ಮಂಡಿಸಲಾಗಿದೆ. ಎಲ್ಲಾ ಸಚಿವರಿಗೆ ಒಪ್ಪಿಗೆ ಕೊಡಿ ಎಂದು ಹೇಳಿದ್ದೇನೆ. ಅವರು ಒಪ್ಪಿಗೆ ಕೊಟ್ಟ ಮೇಲೆ ಮತ್ತೆ ಕ್ಯಾಬಿನೆಟ್ ಮುಂದೆ ತಗೊಂಡು ಚರ್ಚೆ ಮಾಡ್ತೀನಿ ಎಂದು ಸಿದ್ದರಾಮಯ್ಯ ತಿಳಿಸಿದರು. [1135, 1539, 1505, 1696]
ambedkar-event-photo [288, 832, 835, 1084]
story-paragraph: ಈ ತರಹದ ಘಟನೆಗಳು ನಡೆದಿವೆ. ಹಾಗೆಂದು ನಾನು ಪಾಕಿಸ್ತಾನ ಜಿಂದಾಬಾದ್ ಎಂದು ಕೂಗುವವರನ್ನು ಬೆಂಬಲಿಸುವುದಿಲ್ಲ, ನನ್ನ ಮನೆಯವರೇ ಆ ಕೂಗು ಕೂಗಿದ್ದರೂ ಕ್ರಮ ಆಗಬೇಕು ಎಂದರು. [1135, 637, 1505, 700]
dateline: ಚಾಮರಾಜನಗರ: [574, 1919, 645, 1935]
story-headline: ವಾಹನಗಳ ಮೇಲೆ ಅಬಕಾರಿ ತಪಾಸಣೆ [657, 1461, 1029, 1497]
story-lad [1135, 572, 1505, 704]
story-divider [1135, 1467, 1505, 1469]
story-headline: ರಾಷ್ಟ್ರೀಯ ಭದ್ರತಾ ಮಂಡಳಿ ಪುನರ್ ರಚನೆ: ಅಲೋಕ್ ನೂತನ ಮುಖ್ಯಸ್ಥ [1168, 116, 1471, 169]
story-paragraph: ಎಸ್‌ಸಿಎಸ್ ಮೆಡಿಕಲ್ ಕಾಲೇಜ್ ಅಸ್ಪತ್ರೆಯ ಹೆಸರಿನಲ್ಲಿ ಹರಾಣ ವಿಜಾಪುರದಲ್ಲಿ ನಾಲ್ಕು ಅಧಿಕಾರಿಗಳ ತಂಡ ದಾಳಿ ನಡೆಸಿದೆ. 2018ರಿಂದ 2024ರ ವರೆಗೆ ಎರಡು ಅವಧಿಗೆ ಭೀಮಾಶಂಕರ್ ಶಿಕ್ಷಣ ಸಂಸ್ಥೆ ಅಧ್ಯಕ್ಷರಾಗಿದ್ದರು. 700 ಎಂಬಿಬಿಎಸ್ ವಿದ್ಯಾರ್ಥಿಗಳಿಗೆ ಶಿಷ್ಯವೇತನ ಹಣ ಕೊಡದೇ ವಂಚನೆ ಮಾಡಿರುವ ಆರೋಪ ಕೇಳಿಬಂದಿದೆ. ಸುಮಾರು 80 ಕೋಟಿ ರೂ. ಗೂ ಅಧಿಕ ಹಣ ನೀಡದೆ ವಂಚನೆ ಮಾಡಿರುವ ಆರೋಪ ಕೇಳಿಬಂದಿದೆ. [789, 2173, 1119, 2295]
story-headline: ಎಲ್‌ಕೆಜಿ, ಯುಕೆಜಿ ಮಕ್ಕಳ ಪ್ರವೇಶಕ್ಕಿಲ್ಲ ವಯೋಮಿತಿ ಸಡಿಲಿಕೆ [1137, 2024, 1503, 2078]
story-paragraph: ಬಸವನ ಬಾಗೇವಾಡಿಯಲ್ಲಿ ಮಾಡಿರುವ ಆಯಿಲ್ಲ ನಾಲಾಯಕರ ಬಗ್ಗೆ ಬಿಜೆಪಿ ಅನ್ನೋ ಬಗ್ಗೆ ಬಳಸುತ್ತಾರೆ. ಅವರ ಪಾಕಿಸ್ತಾನ ಪರ ಹಾಗೂ ಅಂತರಾಷ್ಟ್ರೀಯ ಮೂದಲೇ ಧರ್ಮದ ಕೆಲಸ ಅಲ್ಲ, ಅದೆ ಲೂಟಿ ಮಾಡುವ ಧರ್ಮ ಎಂದು ಜಿಲ್ಲೆಯಲ್ಲಿ ಆಕ್ರೋಶ ವ್ಯಕ್ತಪಡಿಸಿದರು. [789, 2350, 1119, 2397]
column-rule [1125, 76, 1127, 2423]
story-headline [1135, 347, 1505, 374]
story-nsab [1135, 115, 1505, 295]
truck-illustration [853, 1536, 1119, 1692]
story-pak-chant [789, 2327, 1119, 2399]
story-column [6, 832, 278, 1234]
story-divider [1135, 340, 1505, 343]
story-paragraph: ವಿಶ್ವಾಸಕ್ಕೆ ತೆಗೆದುಕೊಂಡು ಯುದ್ಧ ಮಾಡಲಿ ಎಂದು ಹೇಳಿದ್ದಾರೆಂದು ತಿಳಿಸಿದರು. [264, 382, 508, 422]
story-basavanna [6, 1459, 553, 2420]
paragraph-text: ಕರ್ನಾಟಕ ಪರಿಶಿಷ್ಟ ಜಾತಿ, ಪರಿಶಿಷ್ಟ ಪಂಗಡಗಳ ಆಯೋಗದ ಅಧ್ಯಕ್ಷರಾದ ಜಿ. ಪಲ್ಲವಿ ಅವರು ಮೇ 3ರಂದು ಬೆಳಿಗ್ಗೆ 11 ಗಂಟೆಗೆ ಚಾಮರಾಜನಗರದ ಜಿಲ್ಲಾಧಿಕಾರಿಗಳ ಕಚೇರಿ ಸಭಾಂಗಣದಲ್ಲಿ ಅಲೆಮಾರಿ ಅಭಿವೃದ್ಧಿ ನಿಗಮದ ಸಂಸ್ಥೆಗಳ ಮತ್ತು ಸಾಮಾನ್ಯ ಜನರಿಂದ ಕುಂದು ಕೊರತೆಗಳ ಬಗ್ಗೆ ಅಹವಾಲು ಸ್ವೀಕರಿಸುವರು. ಮೇ.12 ಗಂಟೆಗೆ ಜಿಲ್ಲಾಧಿಕಾರಿಗಳು ಮಾಡಿದ ಕರ್ನಾಟಕ ಪರಿಶಿಷ್ಟ ಜಾತಿ ಮತ್ತು ಪರಿಶಿಷ್ಟ ಪಂಗಡದ ಅಲೆಮಾರಿ ಅಭಿವೃದ್ಧಿ ನಿಗಮದಿಂದ ಜಾರಿಯಾದ ವಿವಿಧ ಯೋಜನೆಗಳ ಕುರಿತು ಪ್ರಗತಿ ಪರಿಶೀಲನೆ ಹಾಗೂ ಸಮಾಲೋಚನೆ ನಡೆಸುವರು. [574, 1919, 774, 2178]
newspaper-logo: ವರ್ತಮಾನ [660, 3, 853, 62]
headline-red-part: ಪಾಕಿಸ್ತಾನದ ವಿರುದ್ಧ ಕ್ರಮ ಅಗತ್ಯ [103, 86, 353, 114]
story-headline: ಜನ, ಜಾತಿಗಣತಿಗೆ ಕೇಂದ್ರ ಅಸ್ತು [1208, 760, 1432, 786]
story-paragraph: ಶಾಸಕರಾದ ಜಿ.ಟಿ.ದೇವೇಗೌಡ, ಶ್ರೀವತ್ಸ, ವಿಧಾನ ಪರಿಷತ್ ಸದಸ್ಯ ಮಂಜೇಗೌಡ, ಜಿಲ್ಲಾಧಿಕಾರಿ ಡಾ.ಲಕ್ಷ್ಮೀಕಾಂತ ರೆಡ್ಡಿ, ನಗರ ಪೊಲೀಸ್ ಆಯುಕ್ತೆ ಸೀಮಾ ಲಾಟ್ಕರ್, ಜಿಲ್ಲಾ ಪೊಲೀಸ್ ವರಿಷ್ಠಾಧಿಕಾರಿ ವಿಷ್ಣುವರ್ಧನ್, ಬಿಜೆಪಿ ಮುಖಂಡ ಜೋಗಿಮಂಜು, ಪ್ರದೀಪ್ ಕುಮಾರ್ ಇನ್ನಿತರರು ಉಪಸ್ಥಿತರಿದ್ದರು. [830, 548, 1117, 658]
group-illustration [9, 1562, 552, 1877]
story-column [8, 173, 252, 599]
